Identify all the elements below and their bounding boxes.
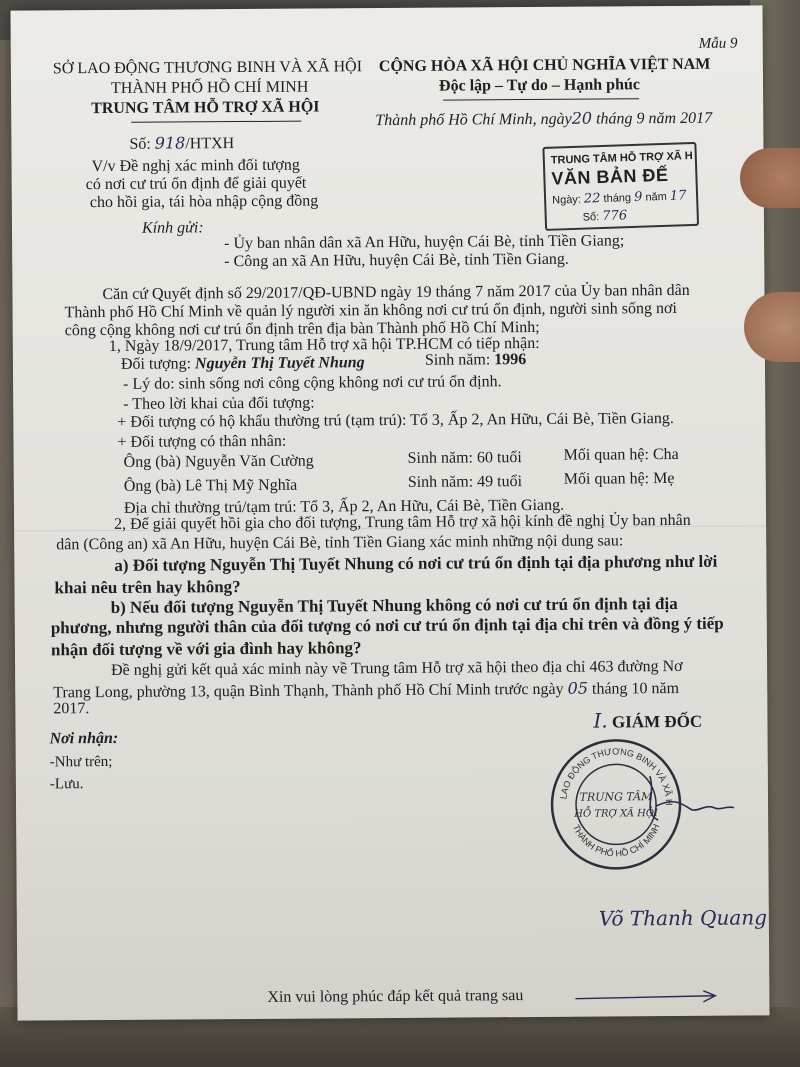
seal-outer-text: LAO ĐỘNG THƯƠNG BINH VÀ XÃ HỘI [558,746,675,806]
signer-title-prefix: I. [593,708,608,733]
stamp-day: 22 [583,191,601,207]
continue-arrow-icon [573,988,723,1009]
signer-name: Võ Thanh Quang [598,905,768,931]
recipient-1: - Ủy ban nhân dân xã An Hữu, huyện Cái Bè, tỉnh Tiền Giang; [224,232,625,253]
reason: - Lý do: sinh sống nơi công cộng không nơi cư trú ổn định. [123,373,502,393]
request-deadline-day: 05 [567,678,589,698]
agency-name: TRUNG TÂM HỖ TRỢ XÃ HỘI [91,98,320,118]
agency-line-2: THÀNH PHỐ HỒ CHÍ MINH [110,78,309,97]
stamp-month: 9 [633,189,643,205]
relatives-address: Địa chỉ thường trú/tạm trú: Tổ 3, Ấp 2, An Hữu, Cái Bè, Tiền Giang. [123,496,565,517]
relative-1-relation: Mối quan hệ: Cha [563,445,679,464]
continue-note: Xin vui lòng phúc đáp kết quả trang sau [267,987,524,1006]
recipient-2: - Công an xã An Hữu, huyện Cái Bè, tỉnh Tiền Giang. [224,250,569,271]
distribution-1: -Như trên; [49,753,113,771]
stamp-year-label: năm [645,190,668,204]
document-number [129,133,234,154]
relative-2-relation: Mối quan hệ: Mẹ [563,470,675,488]
signer-title-text: GIÁM ĐỐC [611,711,703,732]
doc-number-label: Số: [129,135,151,153]
distribution-label: Nơi nhận: [49,729,119,748]
request-line-1: Đề nghị gửi kết quả xác minh này về Trung tâm Hỗ trợ xã hội theo địa chỉ 463 đường Nơ [111,657,683,679]
subject-birth-year: 1996 [494,351,527,369]
subject-line-3: cho hồi gia, tái hòa nhập cộng đồng [89,192,319,212]
doc-number-value: 918 [154,133,186,153]
section-2-line-1: 2, Để giải quyết hồi gia cho đối tượng, Trung tâm Hỗ trợ xã hội kính đề nghị Ủy ban nhân [114,511,691,533]
basis-line-3: công cộng không nơi cư trú ổn định trên địa bàn Thành phố Hồ Chí Minh; [64,318,540,340]
question-b-line-1: b) Nếu đối tượng Nguyễn Thị Tuyết Nhung không có nơi cư trú ổn định tại địa [110,593,678,617]
statement-label: - Theo lời khai của đối tượng: [123,394,315,413]
agency-line-1: SỞ LAO ĐỘNG THƯƠNG BINH VÀ XÃ HỘI [52,58,363,78]
subject-birth [425,351,526,370]
request-line-2-start: Trang Long, phường 13, quận Bình Thạnh, Thành phố Hồ Chí Minh trước ngày [53,680,564,702]
request-line-2-end: tháng 10 năm [591,679,680,698]
signer-title [593,708,702,733]
stamp-year: 17 [669,188,687,204]
date-rest: tháng 9 năm 2017 [596,109,713,128]
basis-line-1: Căn cứ Quyết định số 29/2017/QĐ-UBND ngày 19 tháng 7 năm 2017 của Ủy ban nhân dân [102,281,690,304]
national-title: CỘNG HÒA XÃ HỘI CHỦ NGHĨA VIỆT NAM [378,55,711,76]
relative-2-age: Sinh năm: 49 tuổi [407,473,523,491]
subject-person-label: Đối tượng: [120,355,192,373]
stamp-number-label: Số: [582,211,600,224]
date-prefix: Thành phố Hồ Chí Minh, ngày [375,110,572,130]
section-2-line-2: dân (Công an) xã An Hữu, huyện Cái Bè, tỉnh Tiền Giang xác minh những nội dung sau: [56,532,624,554]
subject-line-2: có nơi cư trú ổn định để giải quyết [85,174,307,194]
motto-underline [443,98,639,100]
stamp-month-label: tháng [603,192,632,205]
section-1-title: 1, Ngày 18/9/2017, Trung tâm Hỗ trợ xã hội TP.HCM có tiếp nhận: [108,334,540,355]
question-b-line-3: nhận đối tượng về với gia đình hay không? [50,638,362,660]
relatives-label: + Đối tượng có thân nhân: [117,432,287,451]
doc-number-suffix: /HTXH [185,135,235,153]
relative-1-age: Sinh năm: 60 tuổi [407,449,522,467]
request-line-3: 2017. [53,700,90,718]
household-registration: + Đối tượng có hộ khẩu thường trú (tạm trú): Tổ 3, Ấp 2, An Hữu, Cái Bè, Tiền Giang. [117,410,674,431]
agency-underline [131,121,301,123]
question-a-line-2: khai nêu trên hay không? [54,577,241,598]
stamp-day-label: Ngày: [551,193,582,207]
stamp-title: VĂN BẢN ĐẾ [551,164,669,189]
issue-date [375,108,712,130]
subject-person [121,354,365,374]
seal-outer-bottom: THÀNH PHỐ HỒ CHÍ MINH [570,822,662,859]
relative-2-name: Ông (bà) Lê Thị Mỹ Nghĩa [123,476,298,495]
stamp-number-value: 776 [602,208,628,225]
date-day: 20 [571,108,593,128]
question-a-line-1: a) Đối tượng Nguyễn Thị Tuyết Nhung có nơi cư trú ổn định tại địa phương như lời [114,551,718,575]
incoming-document-stamp [542,142,699,231]
distribution-2: -Lưu. [49,776,84,793]
seal-inner-1: TRUNG TÂM [579,790,653,804]
relative-1-name: Ông (bà) Nguyễn Văn Cường [123,452,314,471]
document-page [10,5,769,1020]
seal-inner-2: HỖ TRỢ XÃ HỘI [574,808,659,820]
question-b-line-2: phương, nhưng người thân của đối tượng có nơi cư trú ổn định tại địa chỉ trên và đồng ý tiếp [50,613,724,638]
stamp-number [582,208,627,224]
stamp-org: TRUNG TÂM HỖ TRỢ XÃ H [550,149,693,167]
subject-person-name: Nguyễn Thị Tuyết Nhung [194,354,365,373]
signature-scribble [636,766,746,837]
form-number: Mẫu 9 [698,35,738,52]
stamp-date [552,188,687,207]
finger-top-right [740,148,800,208]
national-motto: Độc lập – Tự do – Hạnh phúc [438,76,640,95]
recipients-label: Kính gửi: [141,219,204,237]
basis-line-2: Thành phố Hồ Chí Minh về quản lý người xin ăn không nơi cư trú ổn định, người sinh sống nơi [64,299,677,322]
subject-line-1: V/v Đề nghị xác minh đối tượng [91,156,300,176]
request-line-2 [53,678,679,702]
subject-birth-label: Sinh năm: [424,351,491,369]
